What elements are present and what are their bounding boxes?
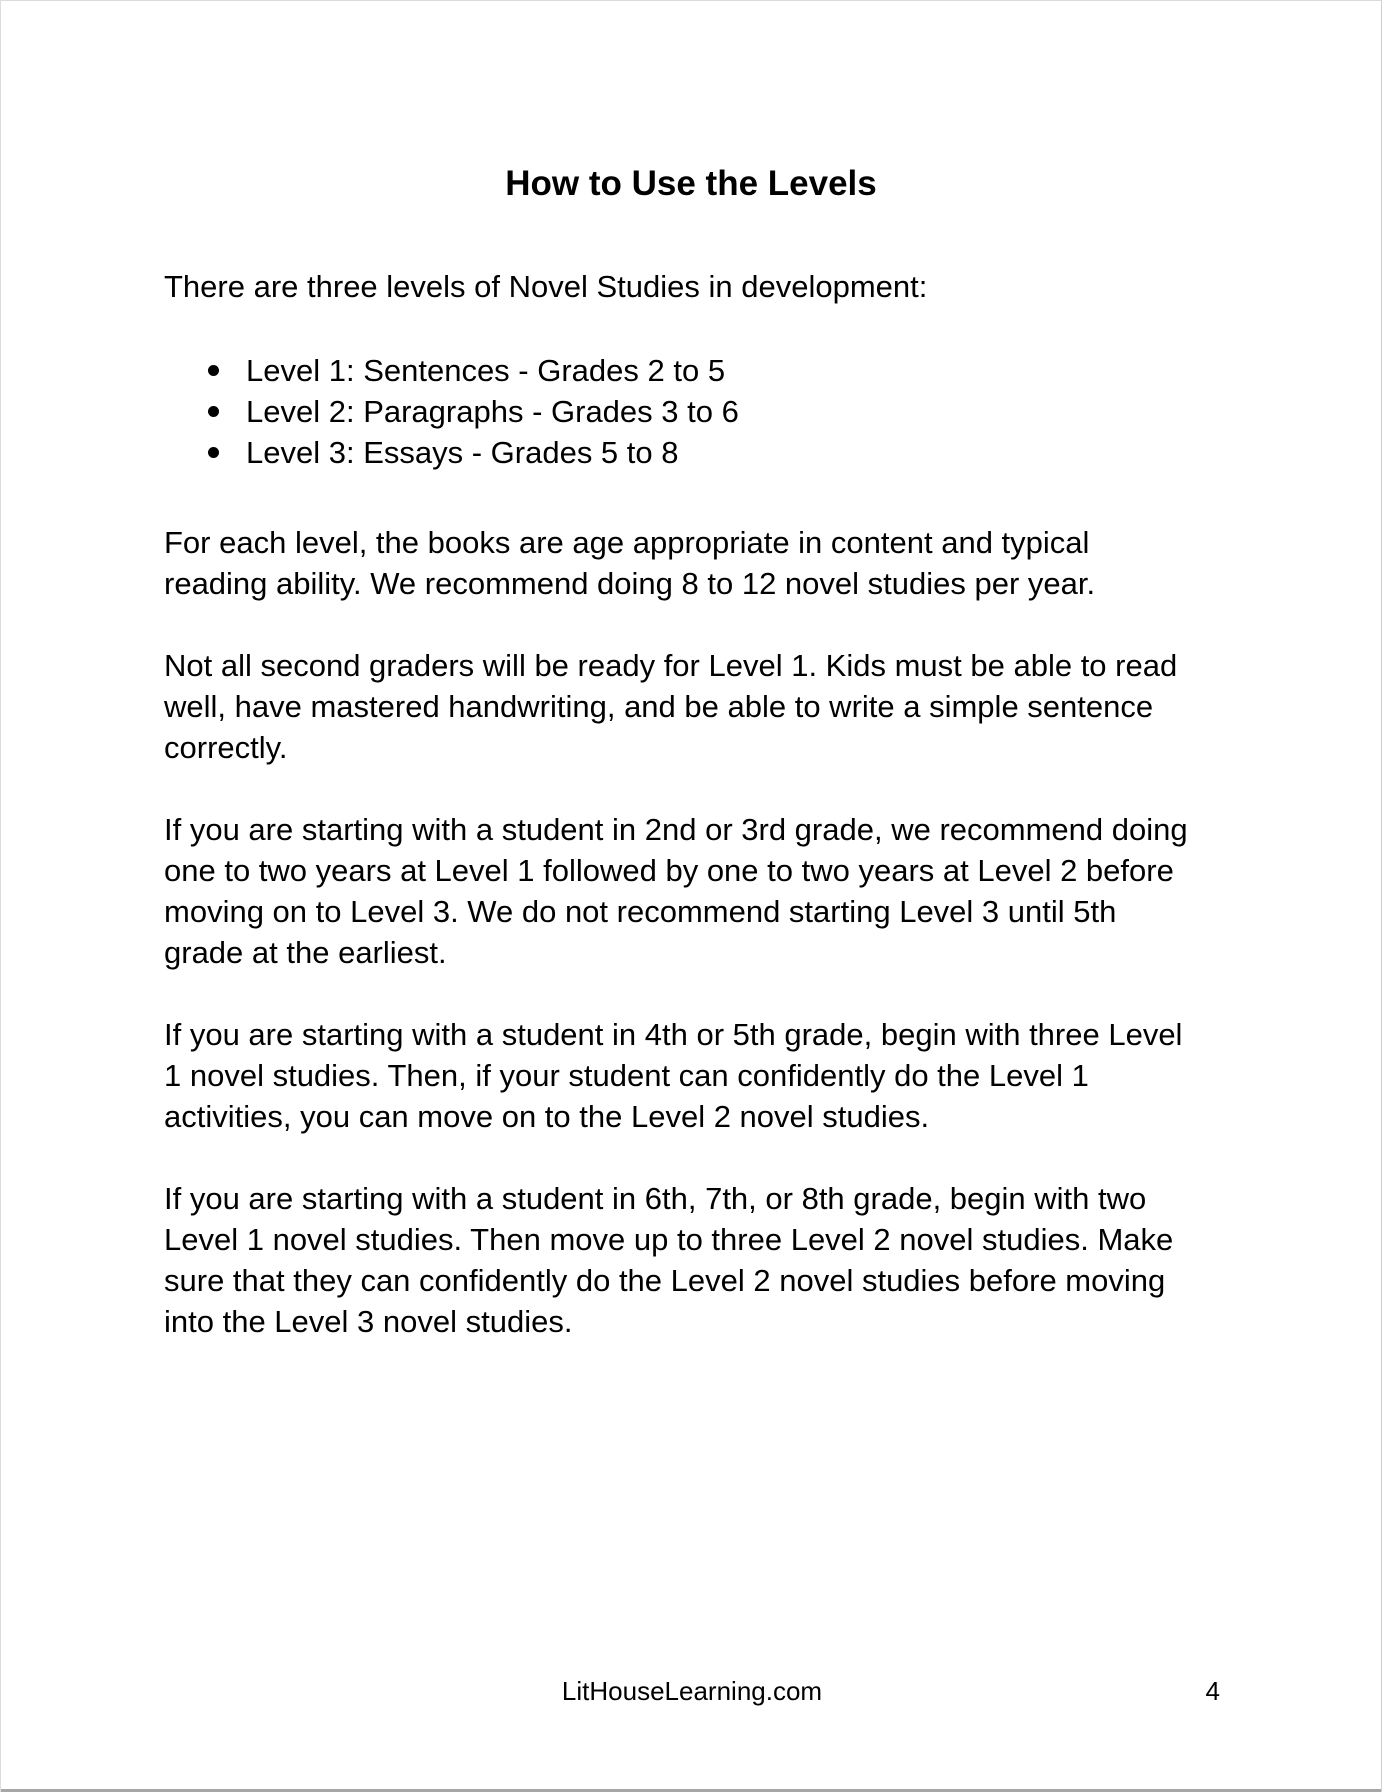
levels-list — [164, 350, 1222, 473]
paragraph-line: moving on to Level 3. We do not recommend starting Level 3 until 5th — [164, 894, 1117, 929]
paragraph-line: If you are starting with a student in 6th, 7th, or 8th grade, begin with two — [164, 1181, 1147, 1216]
list-item-label: Level 3: Essays - Grades 5 to 8 — [246, 435, 679, 470]
paragraph-line: For each level, the books are age appropriate in content and typical — [164, 525, 1090, 560]
paragraph-line: If you are starting with a student in 2nd or 3rd grade, we recommend doing — [164, 812, 1188, 847]
paragraph-line: well, have mastered handwriting, and be able to write a simple sentence — [164, 689, 1154, 724]
bullet-icon — [208, 447, 219, 458]
paragraph — [164, 645, 1222, 768]
paragraph-line: If you are starting with a student in 4th or 5th grade, begin with three Level — [164, 1017, 1183, 1052]
paragraph-line: Not all second graders will be ready for Level 1. Kids must be able to read — [164, 648, 1178, 683]
page-title: How to Use the Levels — [505, 164, 877, 203]
paragraph — [164, 1178, 1222, 1342]
paragraph-line: into the Level 3 novel studies. — [164, 1304, 573, 1339]
bullet-icon — [208, 406, 219, 417]
paragraph — [164, 522, 1222, 604]
page-footer — [164, 1671, 1220, 1711]
paragraph-line: activities, you can move on to the Level 2 novel studies. — [164, 1099, 930, 1134]
paragraph — [164, 1014, 1222, 1137]
paragraph-line: Level 1 novel studies. Then move up to three Level 2 novel studies. Make — [164, 1222, 1174, 1257]
paragraph-line: reading ability. We recommend doing 8 to 12 novel studies per year. — [164, 566, 1096, 601]
paragraph-line: 1 novel studies. Then, if your student can confidently do the Level 1 — [164, 1058, 1089, 1093]
paragraph-line: sure that they can confidently do the Level 2 novel studies before moving — [164, 1263, 1166, 1298]
paragraph-line: correctly. — [164, 730, 288, 765]
intro-paragraph: There are three levels of Novel Studies in development: — [164, 269, 928, 304]
footer-page-number: 4 — [1205, 1676, 1220, 1706]
paragraph-line: grade at the earliest. — [164, 935, 447, 970]
paragraph — [164, 809, 1222, 973]
list-item — [164, 350, 1222, 391]
bullet-icon — [208, 365, 219, 376]
list-item — [164, 432, 1222, 473]
list-item — [164, 391, 1222, 432]
list-item-label: Level 1: Sentences - Grades 2 to 5 — [246, 353, 726, 388]
paragraph-line: one to two years at Level 1 followed by one to two years at Level 2 before — [164, 853, 1174, 888]
list-item-label: Level 2: Paragraphs - Grades 3 to 6 — [246, 394, 739, 429]
footer-site: LitHouseLearning.com — [561, 1676, 823, 1706]
